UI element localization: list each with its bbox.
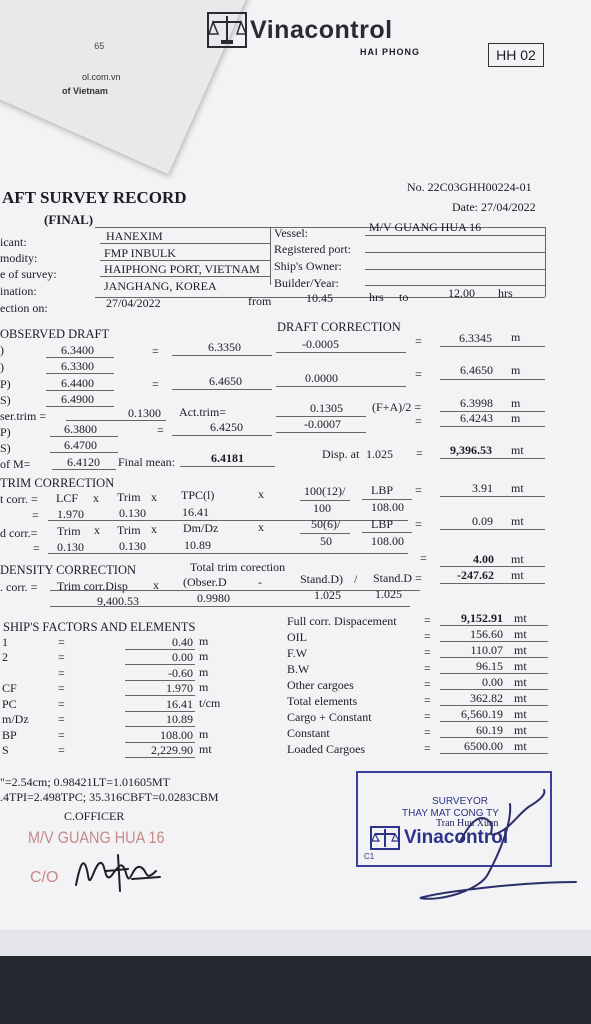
factor-value: 0.00 (172, 650, 193, 664)
val-tpc: 16.41 (182, 505, 209, 519)
eq-sign: = (58, 728, 65, 742)
element-label: Constant (287, 726, 330, 740)
element-value: 6500.00 (464, 739, 503, 753)
document-title: AFT SURVEY RECORD (2, 188, 187, 207)
eq-sign: = (424, 725, 431, 739)
eq-sign: = (424, 613, 431, 627)
eq-sign: = (424, 677, 431, 691)
draft-correction-heading: DRAFT CORRECTION (277, 320, 401, 334)
eq-sign: = (58, 712, 65, 726)
val-trim: 0.130 (119, 506, 146, 520)
element-label: Full corr. Dispacement (287, 614, 397, 628)
mid-correction: -0.0007 (304, 417, 341, 431)
record-date: Date: 27/04/2022 (452, 200, 536, 214)
vessel-name: M/V GUANG HUA 16 (369, 220, 482, 234)
to-label: to (399, 290, 409, 304)
vinacontrol-logo-icon (207, 12, 247, 48)
element-label: F.W (287, 646, 308, 660)
eq-sign: = (424, 709, 431, 723)
info-label-vessel: Vessel: (274, 226, 308, 240)
stamp-surveyor: SURVEYOR (432, 796, 488, 807)
eq-sign: = (58, 650, 65, 664)
term-tpc: TPC(l) (181, 488, 215, 502)
element-unit: mt (514, 643, 527, 657)
element-unit: mt (514, 611, 527, 625)
eq-sign: = (416, 446, 423, 460)
term-stand-d-eq: Stand.D = (373, 571, 422, 585)
first-trim-result: 3.91 (472, 481, 493, 495)
surveyor-signature-icon (400, 782, 580, 907)
term-trim: Trim (117, 523, 141, 537)
element-label: B.W (287, 662, 310, 676)
unit-mt: mt (511, 514, 524, 528)
term-stand-d: Stand.D) (300, 572, 343, 586)
conversion-line-2: .4TPI=2.498TPC; 35.316CBFT=0.0283CBM (0, 790, 219, 804)
val-lbp: 108.00 (371, 500, 404, 514)
eq-sign: = (58, 743, 65, 757)
second-trim-label: d corr.= (0, 526, 38, 540)
val-lbp: 108.00 (371, 534, 404, 548)
hrs-label-1: hrs (369, 290, 384, 304)
factor-unit: m (199, 665, 209, 679)
info-applicant: HANEXIM (106, 229, 163, 243)
info-label-destination: ination: (0, 284, 37, 298)
unit-mt: mt (511, 568, 524, 582)
factor-unit: m (199, 727, 209, 741)
term-x: x (258, 487, 264, 501)
element-unit: mt (514, 707, 527, 721)
officer-label: C.OFFICER (64, 809, 125, 823)
element-unit: mt (514, 691, 527, 705)
eq-sign: = (415, 414, 422, 428)
eq-sign: = (32, 508, 39, 522)
element-unit: mt (514, 723, 527, 737)
eq-sign: = (415, 334, 422, 348)
term-x: x (94, 523, 100, 537)
val-50: 50 (320, 534, 332, 548)
row-label-obs-trim: ser.trim = (0, 409, 47, 423)
stamp-code: C1 (364, 852, 375, 861)
vessel-stamp: M/V GUANG HUA 16 (28, 828, 165, 847)
row-label-ap: P) (0, 377, 11, 391)
factor-value: 108.00 (160, 728, 193, 742)
stamp-company: THAY MAT CONG TY (402, 808, 499, 819)
unit-mt: mt (511, 552, 524, 566)
factor-label: S (2, 743, 9, 757)
lower-page-edge (0, 930, 591, 956)
co-stamp: C/O (30, 869, 59, 886)
term-lbp: LBP (371, 483, 394, 497)
factor-unit: m (199, 680, 209, 694)
aft-port-draft: 6.4400 (61, 376, 94, 390)
term-dmdz: Dm/Dz (183, 521, 219, 535)
eq-sign: = (424, 661, 431, 675)
element-unit: mt (514, 627, 527, 641)
eq-sign: = (157, 423, 164, 437)
factor-value: 16.41 (166, 697, 193, 711)
factor-label: 1 (2, 635, 8, 649)
eq-sign: = (424, 693, 431, 707)
eq-sign: = (420, 551, 427, 565)
row-label-as: S) (0, 393, 11, 407)
act-trim-label: Act.trim= (179, 405, 227, 419)
term-x: x (258, 520, 264, 534)
val-trim-corr-disp: 9,400.53 (97, 594, 139, 608)
total-trim-label: Total trim corection (190, 560, 286, 574)
mean-of-means: 6.4120 (67, 455, 100, 469)
stamp-name: Tran Huu Xuan (436, 818, 499, 829)
factor-value: -0.60 (168, 666, 193, 680)
factor-label: 2 (2, 650, 8, 664)
eq-sign: = (424, 741, 431, 755)
element-label: OIL (287, 630, 307, 644)
mid-mean: 6.4250 (210, 420, 243, 434)
info-label-builder: Builder/Year: (274, 276, 339, 290)
unit-m: m (511, 411, 521, 425)
row-label-fp: ) (0, 343, 4, 357)
mid-stbd-draft: 6.4700 (64, 438, 97, 452)
element-unit: mt (514, 739, 527, 753)
unit-mt: mt (511, 481, 524, 495)
unit-mt: mt (511, 443, 524, 457)
val-dmdz: 10.89 (184, 538, 211, 552)
eq-sign: = (415, 367, 422, 381)
factor-value: 10.89 (166, 712, 193, 726)
val-trim: 0.130 (57, 540, 84, 554)
info-commodity: FMP INBULK (104, 246, 176, 260)
term-lcf: LCF (56, 491, 79, 505)
first-trim-label: t corr. = (0, 492, 38, 506)
info-label-owner: Ship's Owner: (274, 259, 342, 273)
element-value: 362.82 (470, 691, 503, 705)
eq-sign: = (415, 483, 422, 497)
element-value: 9,152.91 (461, 611, 503, 625)
aft-stbd-draft: 6.4900 (61, 392, 94, 406)
term-50-6: 50(6)/ (311, 517, 341, 531)
eq-sign: = (424, 629, 431, 643)
element-value: 6,560.19 (461, 707, 503, 721)
aft-mean: 6.4650 (209, 374, 242, 388)
record-number: No. 22C03GHH00224-01 (407, 180, 532, 194)
element-value: 96.15 (476, 659, 503, 673)
term-minus: - (258, 575, 262, 589)
element-value: 0.00 (482, 675, 503, 689)
eq-sign: = (152, 377, 159, 391)
density-correction-result: -247.62 (457, 568, 494, 582)
eq-sign: = (58, 635, 65, 649)
hrs-label-2: hrs (498, 286, 513, 300)
mid-port-draft: 6.3800 (64, 422, 97, 436)
conversion-line-1: "=2.54cm; 0.98421LT=1.01605MT (0, 775, 170, 789)
factor-label: PC (2, 697, 17, 711)
element-value: 156.60 (470, 627, 503, 641)
eq-sign: = (415, 517, 422, 531)
term-x: x (151, 490, 157, 504)
element-label: Cargo + Constant (287, 710, 372, 724)
density-value: 1.025 (366, 447, 393, 461)
eq-sign: = (58, 697, 65, 711)
trim-correction-heading: TRIM CORRECTION (0, 476, 115, 490)
second-trim-result: 0.09 (472, 514, 493, 528)
disp-label: Disp. at (322, 447, 360, 461)
fwd-stbd-draft: 6.3300 (61, 359, 94, 373)
fa-label: (F+A)/2 = (372, 400, 422, 414)
info-inspection-date: 27/04/2022 (106, 296, 161, 310)
factor-value: 1.970 (166, 681, 193, 695)
factor-unit: m (199, 649, 209, 663)
final-mean-label: Final mean: (118, 455, 175, 469)
term-x: x (153, 578, 159, 592)
displacement: 9,396.53 (450, 443, 492, 457)
fwd-port-draft: 6.3400 (61, 343, 94, 357)
factor-unit: t/cm (199, 696, 221, 710)
row-label-ms: S) (0, 441, 11, 455)
factor-value: 0.40 (172, 635, 193, 649)
row-label-fs: ) (0, 360, 4, 374)
document-subtitle: (FINAL) (44, 212, 94, 227)
eq-sign: = (58, 666, 65, 680)
fwd-mean: 6.3350 (208, 340, 241, 354)
observed-trim: 0.1300 (128, 406, 161, 420)
info-destination: JANGHANG, KOREA (104, 279, 217, 293)
term-100-12: 100(12)/ (304, 484, 346, 498)
info-label-commodity: modity: (0, 251, 38, 265)
final-mean: 6.4181 (211, 451, 244, 465)
mid-result: 6.4243 (460, 411, 493, 425)
from-time: 10.45 (306, 291, 333, 305)
total-trim-correction: 4.00 (473, 552, 494, 566)
officer-signature-icon (70, 845, 170, 900)
corner-text-1: 65 (94, 41, 105, 52)
element-label: Total elements (287, 694, 358, 708)
stamp-brand: Vinacontrol (404, 827, 509, 848)
term-x: x (93, 491, 99, 505)
unit-m: m (511, 363, 521, 377)
corner-text-3: of Vietnam (62, 86, 108, 96)
info-label-place: e of survey: (0, 267, 57, 281)
factor-unit: m (199, 634, 209, 648)
fwd-result: 6.3345 (459, 331, 492, 345)
element-label: Other cargoes (287, 678, 354, 692)
term-obser-d: (Obser.D (183, 575, 227, 589)
info-label-registered-port: Registered port: (274, 242, 351, 256)
val-100: 100 (313, 501, 331, 515)
corner-text-2: ol.com.vn (82, 72, 121, 82)
element-value: 60.19 (476, 723, 503, 737)
aft-result: 6.4650 (460, 363, 493, 377)
ship-factors-heading: SHIP'S FACTORS AND ELEMENTS (3, 620, 196, 634)
eq-sign: = (33, 541, 40, 555)
val-stand-d: 1.025 (314, 588, 341, 602)
eq-sign: = (424, 645, 431, 659)
element-unit: mt (514, 675, 527, 689)
info-label-inspection: ection on: (0, 301, 48, 315)
info-place: HAIPHONG PORT, VIETNAM (104, 262, 260, 276)
stamp-logo-icon (370, 826, 400, 850)
val-obser-d: 0.9980 (197, 591, 230, 605)
term-trim-corr-disp: Trim corr.Disp (57, 579, 128, 593)
brand-branch: HAI PHONG (360, 47, 421, 57)
density-correction-heading: DENSITY CORRECTION (0, 563, 136, 577)
fa-value: 6.3998 (460, 396, 493, 410)
act-trim: 0.1305 (310, 401, 343, 415)
unit-m: m (511, 396, 521, 410)
eq-sign: = (152, 344, 159, 358)
factor-label: CF (2, 681, 17, 695)
fwd-correction: -0.0005 (302, 337, 339, 351)
observed-draft-heading: OBSERVED DRAFT (0, 327, 110, 341)
row-label-mp: P) (0, 425, 11, 439)
to-time: 12.00 (448, 286, 475, 300)
eq-sign: = (58, 681, 65, 695)
term-trim: Trim (57, 524, 81, 538)
density-label: . corr. = (0, 580, 38, 594)
brand-name: Vinacontrol (250, 16, 393, 44)
term-divide: / (354, 572, 358, 586)
element-label: Loaded Cargoes (287, 742, 366, 756)
factor-label: BP (2, 728, 17, 742)
element-unit: mt (514, 659, 527, 673)
element-value: 110.07 (470, 643, 503, 657)
info-label-applicant: icant: (0, 235, 27, 249)
val-stand-d-2: 1.025 (375, 587, 402, 601)
factor-unit: mt (199, 742, 212, 756)
row-label-mom: of M= (0, 457, 31, 471)
term-trim: Trim (117, 490, 141, 504)
form-code: HH 02 (488, 43, 544, 67)
term-x: x (151, 522, 157, 536)
aft-correction: 0.0000 (305, 371, 338, 385)
factor-value: 2,229.90 (151, 743, 193, 757)
val-lcf: 1.970 (57, 507, 84, 521)
term-lbp: LBP (371, 517, 394, 531)
val-trim: 0.130 (119, 539, 146, 553)
factor-label: m/Dz (2, 712, 29, 726)
unit-m: m (511, 330, 521, 344)
from-label: from (248, 294, 272, 308)
